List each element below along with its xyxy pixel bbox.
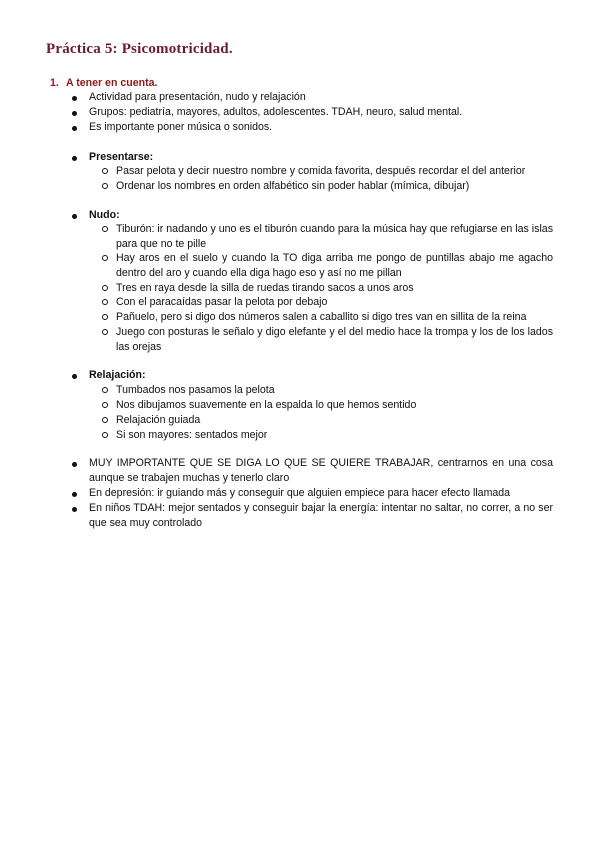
bullet-circle — [102, 329, 108, 335]
bullet-circle — [102, 255, 108, 261]
list-item: Hay aros en el suelo y cuando la TO diga arriba me pongo de puntillas abajo me agacho dentro del aro y cuando ella diga hago eso y así no me pillan — [116, 252, 553, 279]
subsection-heading-presentarse: Presentarse: — [89, 151, 154, 163]
list-item: Actividad para presentación, nudo y relajación — [89, 91, 306, 103]
list-item: Relajación guiada — [116, 414, 201, 426]
list-item: Es importante poner música o sonidos. — [89, 121, 273, 133]
bullet-circle — [102, 299, 108, 305]
list-item: Pañuelo, pero si digo dos números salen a caballito si digo tres van en sillita de la reina — [116, 311, 527, 323]
list-item: Pasar pelota y decir nuestro nombre y comida favorita, después recordar el del anterior — [116, 165, 526, 177]
bullet-circle — [102, 387, 108, 393]
bullet-disc — [72, 492, 77, 497]
list-item: Ordenar los nombres en orden alfabético sin poder hablar (mímica, dibujar) — [116, 180, 470, 192]
bullet-circle — [102, 226, 108, 232]
bullet-disc — [72, 462, 77, 467]
list-item: En niños TDAH: mejor sentados y conseguir bajar la energía: intentar no saltar, no correr, a no ser que sea muy controlado — [89, 502, 553, 529]
list-item: Nos dibujamos suavemente en la espalda lo que hemos sentido — [116, 399, 417, 411]
bullet-circle — [102, 168, 108, 174]
list-item: Grupos: pediatría, mayores, adultos, adolescentes. TDAH, neuro, salud mental. — [89, 106, 463, 118]
list-item: Tres en raya desde la silla de ruedas tirando sacos a unos aros — [116, 282, 414, 294]
list-item: MUY IMPORTANTE QUE SE DIGA LO QUE SE QUIERE TRABAJAR, centrarnos en una cosa aunque se trabajen muchas y tenerlo claro — [89, 457, 553, 484]
bullet-circle — [102, 432, 108, 438]
bullet-circle — [102, 285, 108, 291]
bullet-disc — [72, 126, 77, 131]
bullet-disc — [72, 214, 77, 219]
list-item: Tiburón: ir nadando y uno es el tiburón cuando para la música hay que refugiarse en las islas para que no te pille — [116, 223, 553, 250]
bullet-disc — [72, 156, 77, 161]
bullet-circle — [102, 417, 108, 423]
bullet-disc — [72, 96, 77, 101]
bullet-circle — [102, 183, 108, 189]
subsection-heading-relajacion: Relajación: — [89, 369, 146, 381]
list-item: Tumbados nos pasamos la pelota — [116, 384, 275, 396]
list-item: En depresión: ir guiando más y conseguir que alguien empiece para hacer efecto llamada — [89, 487, 511, 499]
page-title: Práctica 5: Psicomotricidad. — [46, 41, 233, 57]
bullet-disc — [72, 507, 77, 512]
list-item: Si son mayores: sentados mejor — [116, 429, 268, 441]
list-item: Juego con posturas le señalo y digo elefante y el del medio hace la trompa y los de los lados las orejas — [116, 326, 553, 353]
list-item: Con el paracaídas pasar la pelota por debajo — [116, 296, 328, 308]
subsection-heading-nudo: Nudo: — [89, 209, 120, 221]
bullet-circle — [102, 314, 108, 320]
section-heading: A tener en cuenta. — [66, 77, 158, 89]
section-number: 1. — [50, 77, 59, 89]
bullet-disc — [72, 374, 77, 379]
bullet-circle — [102, 402, 108, 408]
bullet-disc — [72, 111, 77, 116]
